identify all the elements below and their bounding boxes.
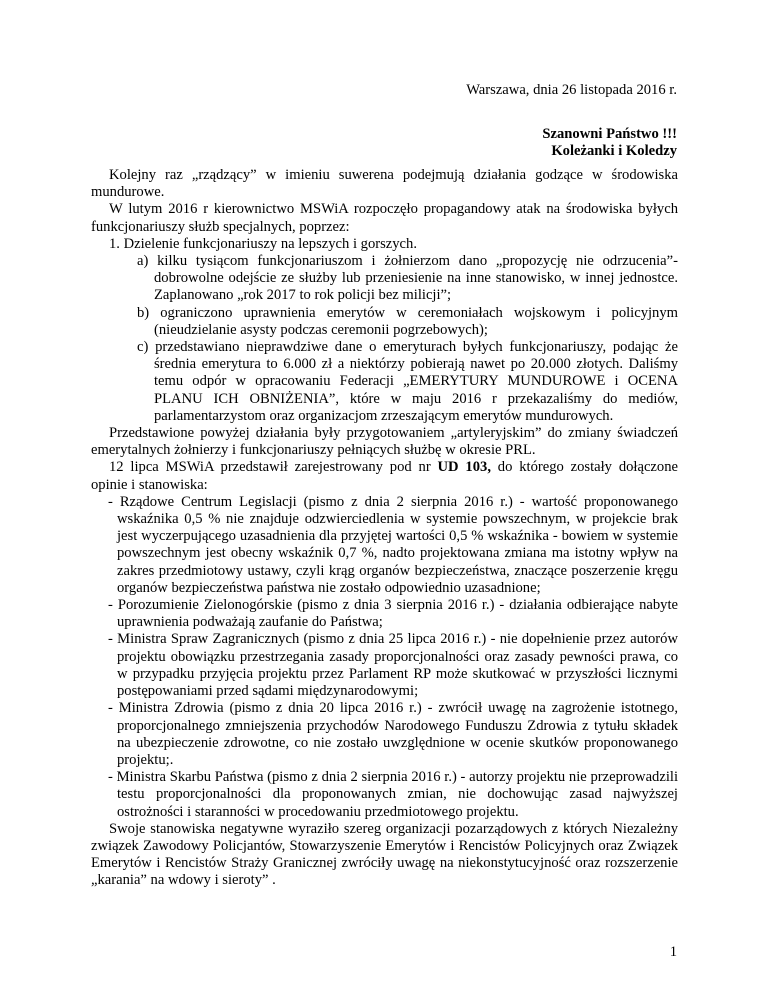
page-number: 1 bbox=[669, 944, 677, 960]
opinion-rcl: - Rządowe Centrum Legislacji (pismo z dnia 2 sierpnia 2016 r.) - wartość proponowanego wskaźnika 0,5 % nie znajduje odzwierciedlenia w systemie powszechnym, w projekcie brak jest wyczerpującego uzasadnienia dla przyjętej wartości 0,5 % wskaźnika - bowiem w systemie powszechnym jest obecny wskaźnik 0,7 %, nadto projektowana zmiana ma istotny wpływ na zakres przedmiotowy ustawy, czyli krąg organów bezpieczeństwa, znaczące poszerzenie kręgu organów bezpieczeństwa państwa nie zostało odpowiednio uzasadnione; bbox=[108, 493, 678, 596]
paragraph-february: W lutym 2016 r kierownictwo MSWiA rozpoczęło propagandowy atak na środowiska byłych funkcjonariuszy służb specjalnych, poprzez: bbox=[91, 201, 678, 235]
paragraph-ud103 bbox=[91, 459, 678, 493]
ud103-number: UD 103, bbox=[437, 459, 491, 476]
list-item-1: 1. Dzielenie funkcjonariuszy na lepszych i gorszych. bbox=[109, 235, 417, 252]
list-subitem-b: b) ograniczono uprawnienia emerytów w ceremoniałach wojskowym i policyjnym (nieudzielanie asysty podczas ceremonii pogrzebowych); bbox=[137, 304, 678, 338]
paragraph-organizations: Swoje stanowiska negatywne wyraziło szereg organizacji pozarządowych z których Niezależny związek Zawodowy Policjantów, Stowarzyszenie Emerytów i Rencistów Policyjnych oraz Związek Emerytów i Rencistów Straży Granicznej zwróciły uwagę na niekonstytucyjność oraz rozszerzenie „karania” na wdowy i sieroty” . bbox=[91, 820, 678, 889]
list-subitem-a: a) kilku tysiącom funkcjonariuszom i żołnierzom dano „propozycję nie odrzucenia”- dobrowolne odejście ze służby lub przeniesienie na inne stanowisko, w innej jednostce. Zaplanowano „rok 2017 to rok policji bez milicji”; bbox=[137, 253, 678, 304]
greeting-line-1: Szanowni Państwo !!! bbox=[542, 126, 677, 142]
ud103-text-before: 12 lipca MSWiA przedstawił zarejestrowany pod nr bbox=[109, 459, 438, 476]
opinion-mz: - Ministra Zdrowia (pismo z dnia 20 lipca 2016 r.) - zwrócił uwagę na zagrożenie istotnego, proporcjonalnego zmniejszenia przychodów Narodowego Funduszu Zdrowia z tytułu składek na ubezpieczenie zdrowotne, co nie zostało uwzględnione w ocenie skutków proponowanego projektu;. bbox=[108, 700, 678, 768]
letter-body bbox=[91, 167, 678, 890]
ud103-text-after: do którego zostały dołączone opinie i stanowiska: bbox=[91, 459, 678, 493]
greeting-line-2: Koleżanki i Koledzy bbox=[551, 143, 677, 160]
paragraph-intro: Kolejny raz „rządzący” w imieniu suwerena podejmują działania godzące w środowiska mundurowe. bbox=[91, 167, 678, 201]
opinion-porozumienie: - Porozumienie Zielonogórskie (pismo z dnia 3 sierpnia 2016 r.) - działania odbierające nabyte uprawnienia podważają zaufanie do Państwa; bbox=[108, 597, 678, 631]
paragraph-artillery: Przedstawione powyżej działania były przygotowaniem „artyleryjskim” do zmiany świadczeń emerytalnych żołnierzy i funkcjonariuszy pełniących służbę w okresie PRL. bbox=[91, 425, 678, 459]
greeting bbox=[542, 126, 677, 160]
list-subitem-c: c) przedstawiano nieprawdziwe dane o emeryturach byłych funkcjonariuszy, podając że średnia emerytura to 6.000 zł a niektórzy pobierają nawet po 20.000 złotych. Daliśmy temu odpór w opracowaniu Federacji „EMERYTURY MUNDUROWE i OCENA PLANU ICH OBNIŻENIA”, które w maju 2016 r przekazaliśmy do mediów, parlamentarzystom oraz organizacjom zrzeszającym emerytów mundurowych. bbox=[137, 339, 678, 424]
opinion-msp: - Ministra Skarbu Państwa (pismo z dnia 2 sierpnia 2016 r.) - autorzy projektu nie przeprowadzili testu proporcjonalności dla proponowanych zmian, nie dochowując zasad najwyższej ostrożności i staranności w procedowaniu przedmiotowego projektu. bbox=[108, 769, 678, 820]
date-line: Warszawa, dnia 26 listopada 2016 r. bbox=[466, 82, 677, 98]
opinion-msz: - Ministra Spraw Zagranicznych (pismo z dnia 25 lipca 2016 r.) - nie dopełnienie przez autorów projektu obowiązku przestrzegania zasady proporcjonalności oraz zasady pewności prawa, co w przypadku przyjęcia projektu przez Parlament RP może skutkować w przyszłości licznymi postępowaniami przed sądami międzynarodowymi; bbox=[108, 631, 678, 700]
